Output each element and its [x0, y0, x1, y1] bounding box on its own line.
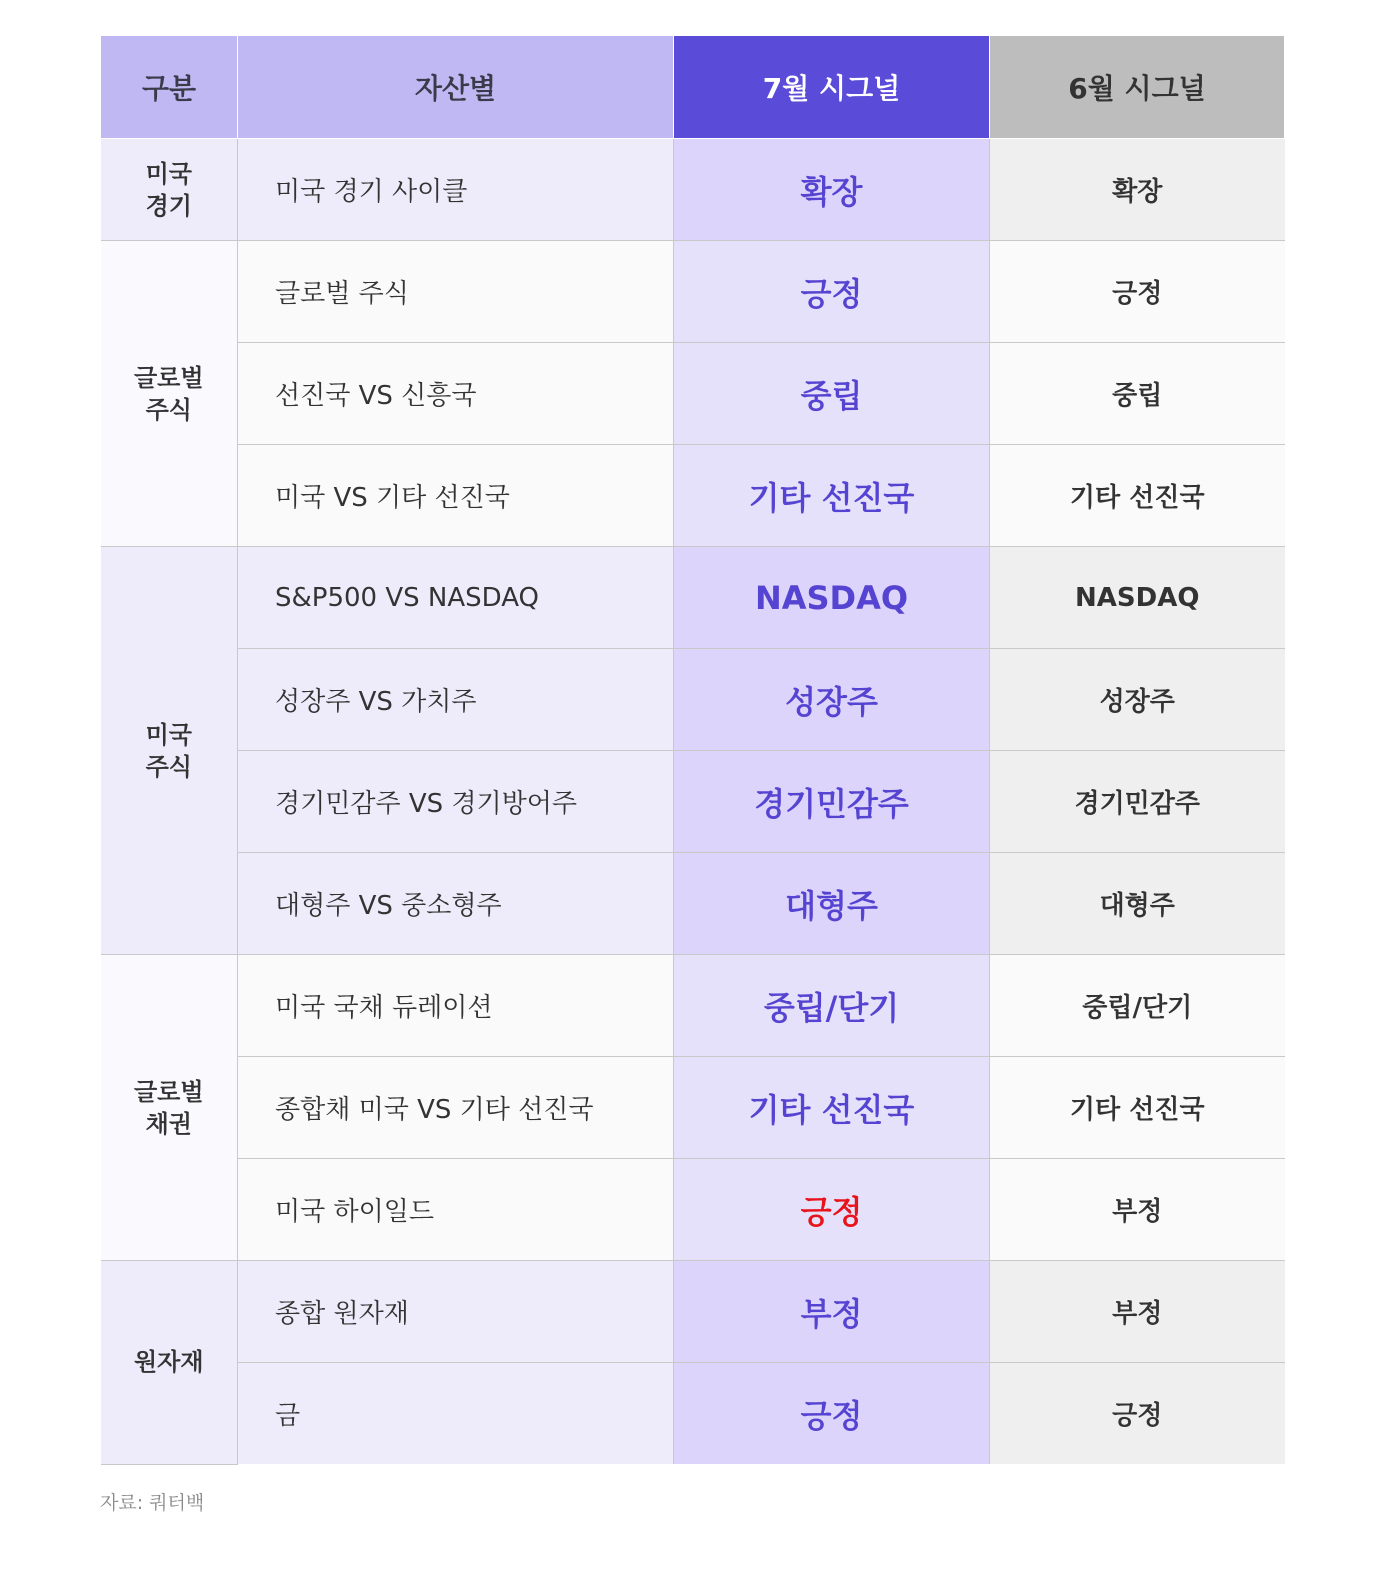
header-asset: 자산별 [238, 36, 674, 139]
asset-cell: 대형주 VS 중소형주 [238, 853, 674, 955]
table-row [101, 649, 1285, 751]
table-row [101, 343, 1285, 445]
asset-cell: 미국 하이일드 [238, 1159, 674, 1261]
signal-table-container [100, 36, 1284, 1465]
table-row [101, 547, 1285, 649]
july-signal-cell: 성장주 [674, 649, 990, 751]
asset-cell: 미국 VS 기타 선진국 [238, 445, 674, 547]
header-july-signal: 7월 시그널 [674, 36, 990, 139]
june-signal-cell: 중립/단기 [990, 955, 1285, 1057]
june-signal-cell: 기타 선진국 [990, 445, 1285, 547]
category-us-economy: 미국 경기 [101, 139, 238, 241]
table-row [101, 139, 1285, 241]
source-caption: 자료: 쿼터백 [100, 1492, 205, 1514]
june-signal-cell: 성장주 [990, 649, 1285, 751]
category-us-equity: 미국 주식 [101, 547, 238, 955]
table-row [101, 1057, 1285, 1159]
june-signal-cell: 기타 선진국 [990, 1057, 1285, 1159]
july-signal-cell: NASDAQ [674, 547, 990, 649]
table-row [101, 241, 1285, 343]
table-row [101, 751, 1285, 853]
signal-table [100, 36, 1285, 1465]
july-signal-cell: 대형주 [674, 853, 990, 955]
july-signal-cell: 기타 선진국 [674, 445, 990, 547]
header-category: 구분 [101, 36, 238, 139]
asset-cell: 미국 경기 사이클 [238, 139, 674, 241]
july-signal-cell: 긍정 [674, 241, 990, 343]
june-signal-cell: 부정 [990, 1261, 1285, 1363]
category-commodity: 원자재 [101, 1261, 238, 1465]
june-signal-cell: 중립 [990, 343, 1285, 445]
table-header-row [101, 36, 1285, 139]
asset-cell: 선진국 VS 신흥국 [238, 343, 674, 445]
july-signal-cell: 경기민감주 [674, 751, 990, 853]
july-signal-cell: 기타 선진국 [674, 1057, 990, 1159]
june-signal-cell: 긍정 [990, 1363, 1285, 1465]
june-signal-cell: 부정 [990, 1159, 1285, 1261]
category-global-equity: 글로벌 주식 [101, 241, 238, 547]
table-row [101, 1159, 1285, 1261]
asset-cell: 미국 국채 듀레이션 [238, 955, 674, 1057]
july-signal-cell: 확장 [674, 139, 990, 241]
table-row [101, 955, 1285, 1057]
july-signal-cell: 부정 [674, 1261, 990, 1363]
table-row [101, 1363, 1285, 1465]
header-june-signal: 6월 시그널 [990, 36, 1285, 139]
june-signal-cell: 경기민감주 [990, 751, 1285, 853]
asset-cell: 종합채 미국 VS 기타 선진국 [238, 1057, 674, 1159]
asset-cell: 종합 원자재 [238, 1261, 674, 1363]
asset-cell: S&P500 VS NASDAQ [238, 547, 674, 649]
table-row [101, 1261, 1285, 1363]
category-global-bond: 글로벌 채권 [101, 955, 238, 1261]
july-signal-cell-changed: 긍정 [674, 1159, 990, 1261]
table-row [101, 853, 1285, 955]
june-signal-cell: NASDAQ [990, 547, 1285, 649]
july-signal-cell: 중립/단기 [674, 955, 990, 1057]
july-signal-cell: 긍정 [674, 1363, 990, 1465]
table-row [101, 445, 1285, 547]
asset-cell: 금 [238, 1363, 674, 1465]
june-signal-cell: 대형주 [990, 853, 1285, 955]
july-signal-cell: 중립 [674, 343, 990, 445]
june-signal-cell: 긍정 [990, 241, 1285, 343]
june-signal-cell: 확장 [990, 139, 1285, 241]
asset-cell: 경기민감주 VS 경기방어주 [238, 751, 674, 853]
asset-cell: 성장주 VS 가치주 [238, 649, 674, 751]
asset-cell: 글로벌 주식 [238, 241, 674, 343]
